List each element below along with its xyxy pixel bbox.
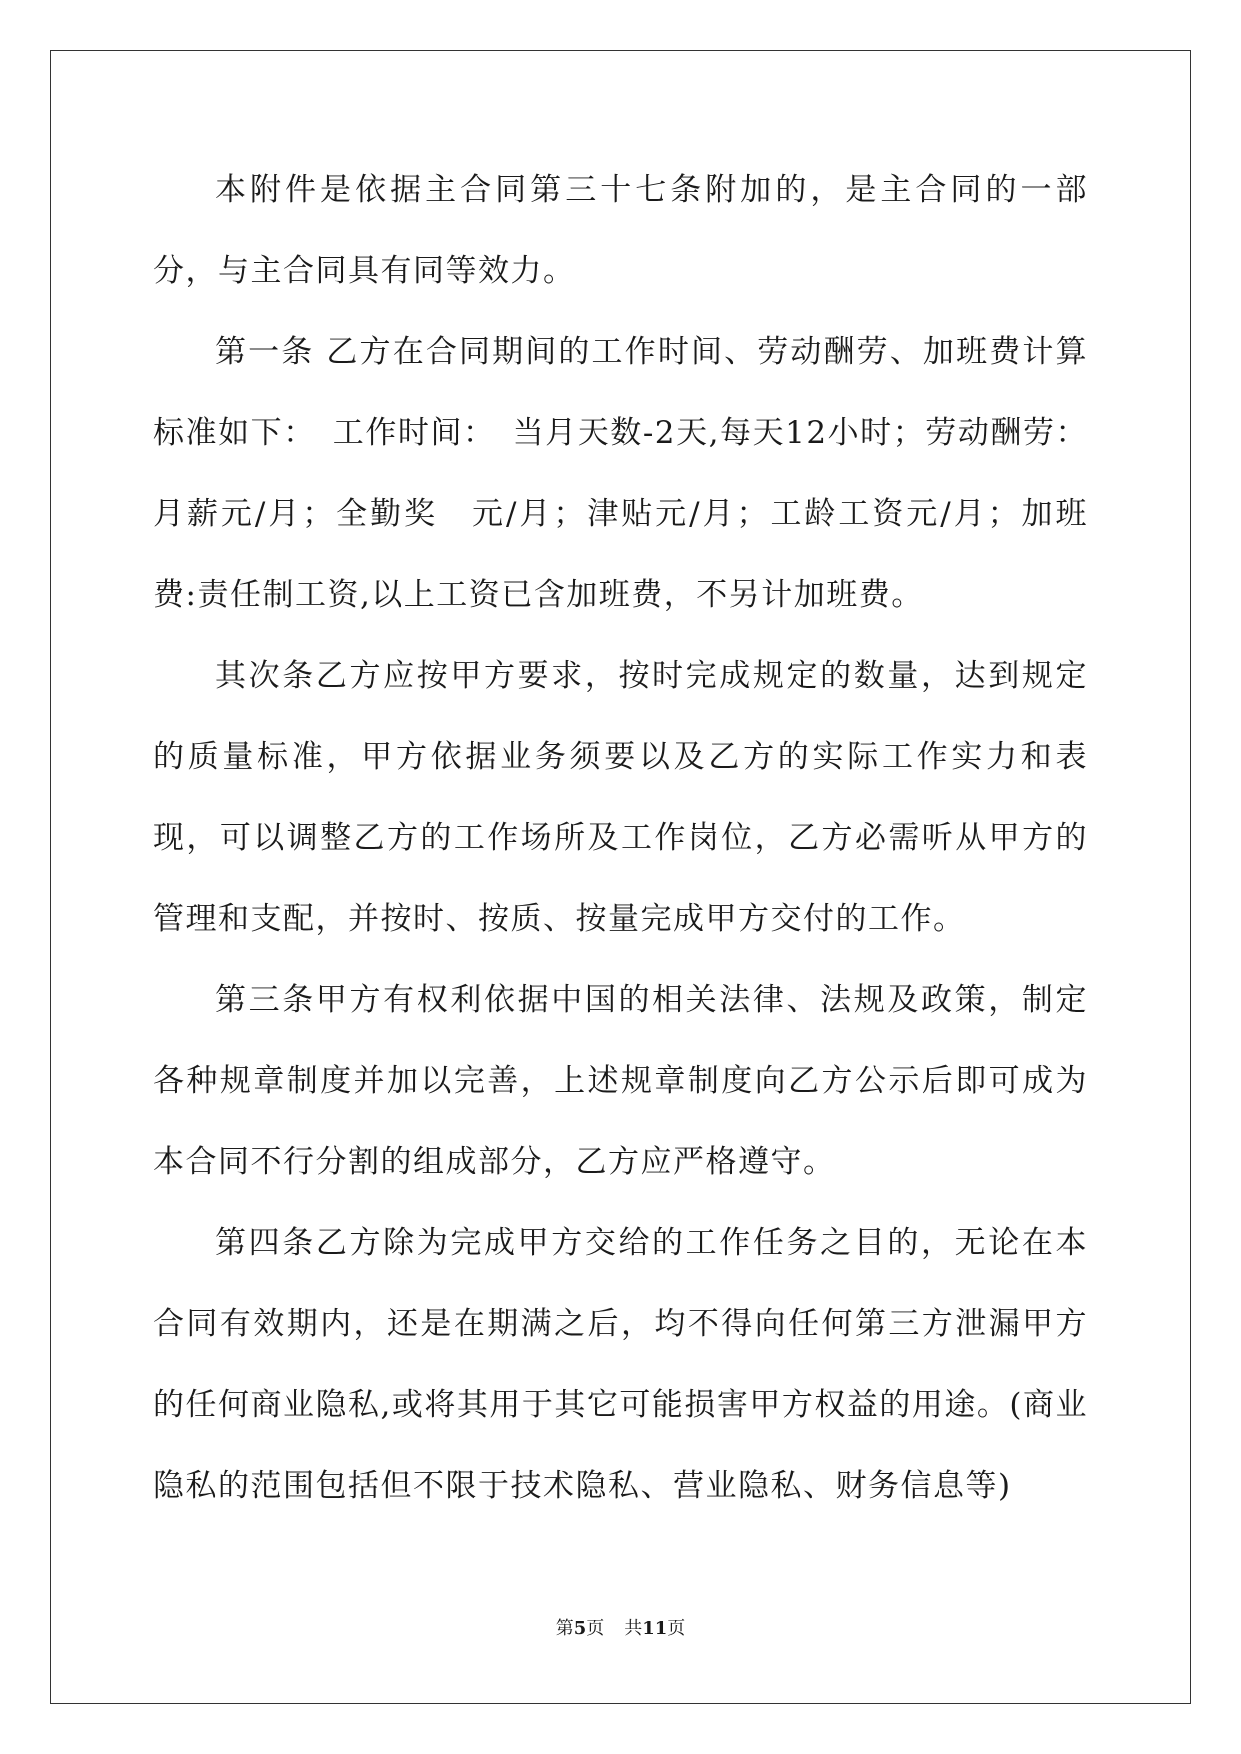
total-pages: 11: [642, 1618, 668, 1639]
paragraph-attachment-intro: 本附件是依据主合同第三十七条附加的，是主合同的一部分，与主合同具有同等效力。: [153, 172, 1088, 289]
paragraph-article-3: 第三条甲方有权利依据中国的相关法律、法规及政策，制定各种规章制度并加以完善，上述规章制度向乙方公示后即可成为本合同不行分割的组成部分，乙方应严格遵守。: [153, 982, 1088, 1180]
paragraph-article-1: 第一条 乙方在合同期间的工作时间、劳动酬劳、加班费计算标准如下： 工作时间： 当月天数-2天,每天12小时；劳动酬劳：月薪元/月；全勤奖 元/月；津贴元/月；工龄工资元/月；加班费:责任制工资,以上工资已含加班费，不另计加班费。: [153, 334, 1088, 613]
document-body: [153, 150, 1088, 1527]
page-suffix: 页: [586, 1618, 605, 1639]
page-footer: [0, 1614, 1241, 1640]
paragraph-article-2: 其次条乙方应按甲方要求，按时完成规定的数量，达到规定的质量标准，甲方依据业务须要以及乙方的实际工作实力和表现，可以调整乙方的工作场所及工作岗位，乙方必需听从甲方的管理和支配，并按时、按质、按量完成甲方交付的工作。: [153, 658, 1088, 937]
page-number: 5: [573, 1618, 587, 1639]
page-prefix: 第: [555, 1618, 574, 1639]
total-suffix: 页: [667, 1618, 686, 1639]
total-prefix: 共: [624, 1618, 643, 1639]
paragraph-article-4: 第四条乙方除为完成甲方交给的工作任务之目的，无论在本合同有效期内，还是在期满之后，均不得向任何第三方泄漏甲方的任何商业隐私,或将其用于其它可能损害甲方权益的用途。(商业隐私的范围包括但不限于技术隐私、营业隐私、财务信息等): [153, 1225, 1088, 1504]
